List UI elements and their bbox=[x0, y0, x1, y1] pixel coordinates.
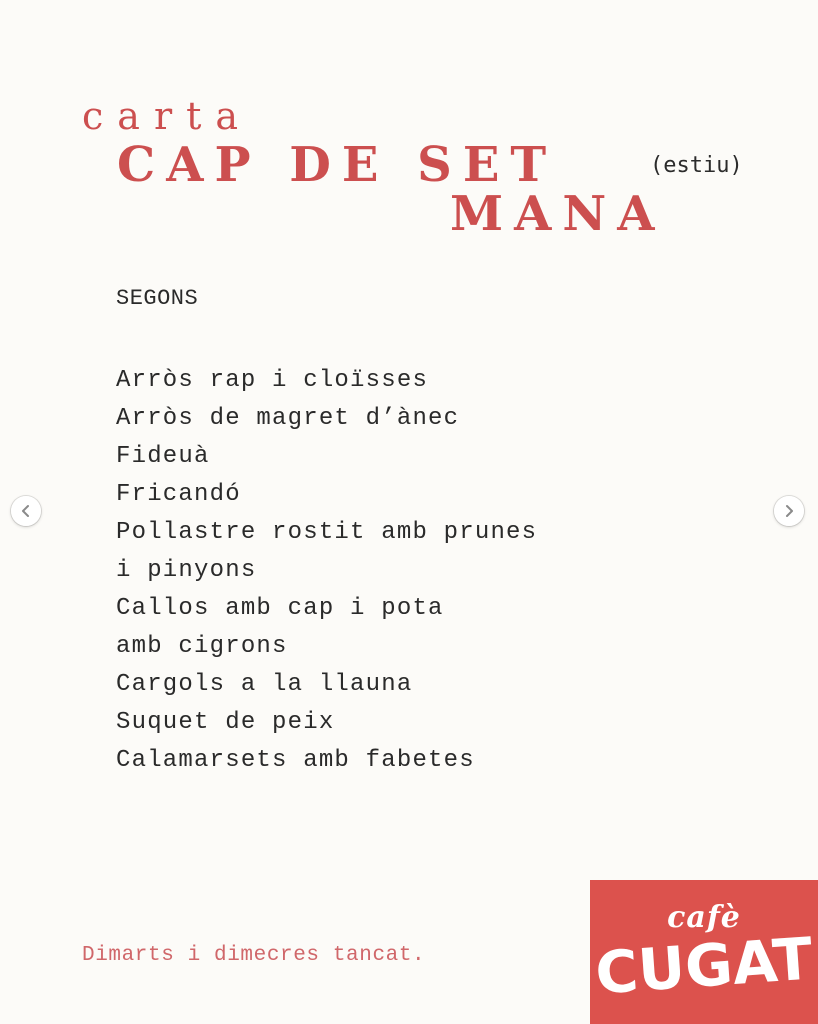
menu-item: Suquet de peix bbox=[116, 709, 335, 736]
carousel-prev-button[interactable] bbox=[11, 496, 41, 526]
title-line-1: CAP DE SET bbox=[117, 137, 558, 193]
season-label: (estiu) bbox=[650, 153, 743, 178]
menu-item: Arròs de magret d’ànec bbox=[116, 405, 460, 432]
logo-cafe-text: cafè bbox=[667, 900, 741, 935]
title-line-2: MANA bbox=[450, 186, 666, 242]
menu-item: Pollastre rostit amb prunes bbox=[116, 519, 538, 546]
menu-item: Callos amb cap i pota bbox=[116, 595, 444, 622]
logo-cugat-text: CUGAT bbox=[593, 924, 815, 1008]
menu-item: Calamarsets amb fabetes bbox=[116, 747, 475, 774]
section-heading: SEGONS bbox=[116, 286, 199, 311]
cafe-cugat-logo bbox=[590, 880, 818, 1024]
menu-item: amb cigrons bbox=[116, 633, 288, 660]
menu-item: i pinyons bbox=[116, 557, 257, 584]
menu-item: Arròs rap i cloïsses bbox=[116, 367, 429, 394]
title-carta: carta bbox=[82, 94, 253, 138]
menu-item: Fricandó bbox=[116, 481, 241, 508]
chevron-right-icon bbox=[782, 504, 796, 518]
menu-item: Cargols a la llauna bbox=[116, 671, 413, 698]
menu-list bbox=[116, 362, 537, 780]
closing-days-note: Dimarts i dimecres tancat. bbox=[82, 944, 426, 967]
chevron-left-icon bbox=[19, 504, 33, 518]
menu-item: Fideuà bbox=[116, 443, 210, 470]
carousel-next-button[interactable] bbox=[774, 496, 804, 526]
